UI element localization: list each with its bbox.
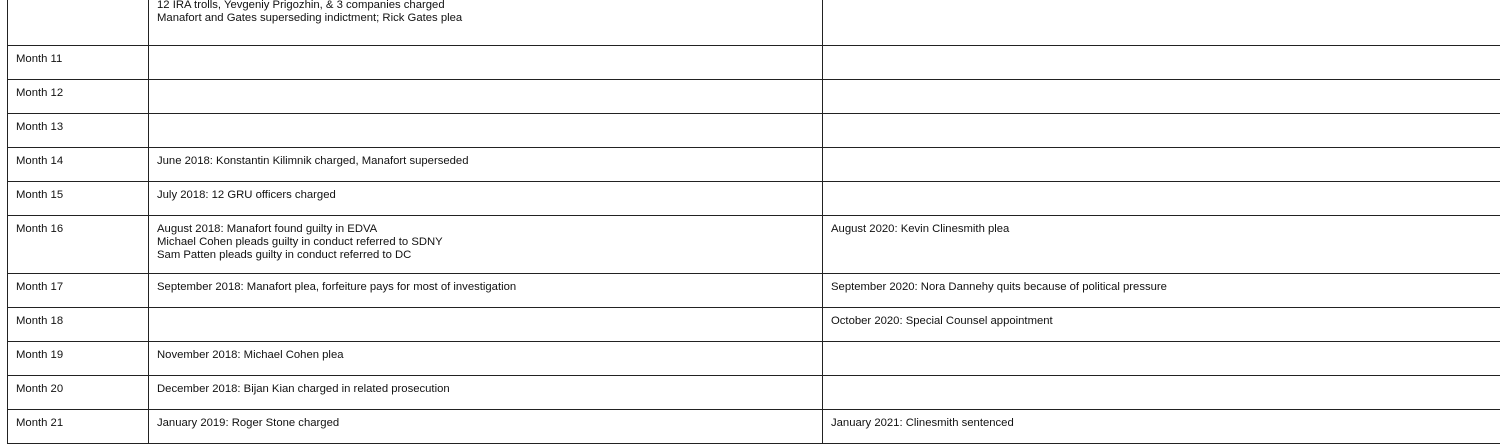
event-text: July 2018: 12 GRU officers charged bbox=[157, 189, 336, 201]
table-row bbox=[8, 114, 1500, 148]
table-row bbox=[8, 80, 1500, 114]
event-text: 12 IRA trolls, Yevgeniy Prigozhin, & 3 companies charged bbox=[157, 0, 445, 11]
event-text: Michael Cohen pleads guilty in conduct referred to SDNY bbox=[157, 236, 443, 248]
timeline-table bbox=[7, 0, 1500, 444]
events-cell bbox=[149, 410, 823, 443]
table-row bbox=[8, 308, 1500, 342]
month-cell: Month 15 bbox=[8, 182, 149, 215]
events-cell bbox=[823, 308, 1500, 341]
events-cell bbox=[823, 46, 1500, 79]
table-row bbox=[8, 46, 1500, 80]
month-cell: Month 19 bbox=[8, 342, 149, 375]
events-cell bbox=[149, 0, 823, 45]
event-text: Sam Patten pleads guilty in conduct referred to DC bbox=[157, 249, 412, 261]
table-row bbox=[8, 376, 1500, 410]
table-row bbox=[8, 410, 1500, 444]
month-cell: Month 20 bbox=[8, 376, 149, 409]
event-text: January 2021: Clinesmith sentenced bbox=[831, 417, 1014, 429]
events-cell bbox=[823, 80, 1500, 113]
events-cell bbox=[149, 216, 823, 273]
events-cell bbox=[823, 274, 1500, 307]
event-text: November 2018: Michael Cohen plea bbox=[157, 349, 344, 361]
event-text: January 2019: Roger Stone charged bbox=[157, 417, 340, 429]
events-cell bbox=[149, 80, 823, 113]
table-row bbox=[8, 342, 1500, 376]
events-cell bbox=[823, 216, 1500, 273]
month-cell: Month 16 bbox=[8, 216, 149, 273]
events-cell bbox=[149, 376, 823, 409]
month-cell: Month 21 bbox=[8, 410, 149, 443]
month-cell bbox=[8, 0, 149, 45]
month-cell: Month 18 bbox=[8, 308, 149, 341]
events-cell bbox=[149, 114, 823, 147]
events-cell bbox=[149, 148, 823, 181]
event-text: August 2020: Kevin Clinesmith plea bbox=[831, 223, 1010, 235]
events-cell bbox=[823, 148, 1500, 181]
events-cell bbox=[823, 114, 1500, 147]
month-cell: Month 12 bbox=[8, 80, 149, 113]
month-cell: Month 11 bbox=[8, 46, 149, 79]
month-cell: Month 17 bbox=[8, 274, 149, 307]
month-cell: Month 14 bbox=[8, 148, 149, 181]
events-cell bbox=[149, 308, 823, 341]
events-cell bbox=[823, 376, 1500, 409]
events-cell bbox=[149, 274, 823, 307]
events-cell bbox=[149, 182, 823, 215]
table-row bbox=[8, 216, 1500, 274]
table-row bbox=[8, 148, 1500, 182]
event-text: December 2018: Bijan Kian charged in related prosecution bbox=[157, 383, 450, 395]
events-cell bbox=[823, 182, 1500, 215]
table-row bbox=[8, 274, 1500, 308]
month-cell: Month 13 bbox=[8, 114, 149, 147]
event-text: August 2018: Manafort found guilty in EDVA bbox=[157, 223, 378, 235]
table-row bbox=[8, 182, 1500, 216]
event-text: September 2020: Nora Dannehy quits because of political pressure bbox=[831, 281, 1167, 293]
event-text: June 2018: Konstantin Kilimnik charged, Manafort superseded bbox=[157, 155, 469, 167]
table-row bbox=[8, 0, 1500, 46]
event-text: September 2018: Manafort plea, forfeiture pays for most of investigation bbox=[157, 281, 517, 293]
events-cell bbox=[823, 0, 1500, 45]
events-cell bbox=[149, 342, 823, 375]
events-cell bbox=[149, 46, 823, 79]
events-cell bbox=[823, 342, 1500, 375]
events-cell bbox=[823, 410, 1500, 443]
event-text: Manafort and Gates superseding indictment; Rick Gates plea bbox=[157, 12, 463, 24]
event-text: October 2020: Special Counsel appointment bbox=[831, 315, 1053, 327]
